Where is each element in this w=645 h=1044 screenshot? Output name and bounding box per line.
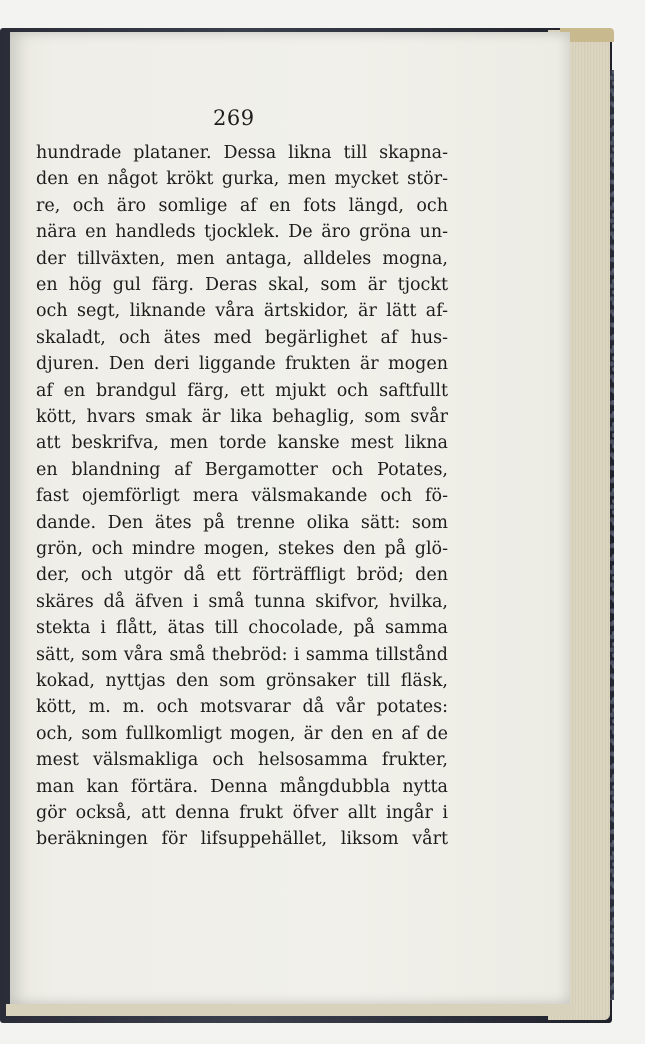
text-line: kött, m. m. och motsvarar då vår potates: bbox=[36, 697, 448, 718]
text-line: re, och äro somlige af en fots längd, och bbox=[36, 195, 448, 216]
text-line: kött, hvars smak är lika behaglig, som svår bbox=[36, 407, 448, 427]
text-line: dande. Den ätes på trenne olika sätt: som bbox=[36, 512, 448, 533]
text-line: en hög gul färg. Deras skal, som är tjockt bbox=[36, 275, 448, 295]
text-line: stekta i flått, ätas till chocolade, på samma bbox=[36, 618, 448, 639]
text-line: beräkningen för lifsuppehället, liksom vårt bbox=[36, 829, 448, 850]
page-bottom-edge bbox=[6, 1004, 576, 1016]
text-line: djuren. Den deri liggande frukten är mogen bbox=[36, 354, 448, 375]
text-line: kokad, nyttjas den som grönsaker till fläsk, bbox=[36, 671, 448, 691]
page-number: 269 bbox=[213, 106, 255, 130]
text-line: der, och utgör då ett förträffligt bröd; den bbox=[36, 565, 448, 586]
text-line: skäres då äfven i små tunna skifvor, hvilka, bbox=[36, 591, 448, 612]
text-line: grön, och mindre mogen, stekes den på glö- bbox=[36, 539, 448, 559]
text-line: hundrade plataner. Dessa likna till skapna- bbox=[36, 143, 448, 163]
text-line: och segt, liknande våra ärtskidor, är lätt af- bbox=[36, 301, 448, 322]
text-line: sätt, som våra små thebröd: i samma tillstånd bbox=[36, 644, 448, 665]
text-line: af en brandgul färg, ett mjukt och saftfullt bbox=[36, 380, 448, 401]
text-line: en blandning af Bergamotter och Potates, bbox=[36, 459, 448, 480]
text-line: der tillväxten, men antaga, alldeles mogna, bbox=[36, 248, 448, 269]
text-line: mest välsmakliga och helsosamma frukter, bbox=[36, 750, 448, 771]
text-line: att beskrifva, men torde kanske mest likna bbox=[36, 433, 448, 454]
text-line: man kan förtära. Denna mångdubbla nytta bbox=[36, 776, 448, 797]
text-line: nära en handleds tjocklek. De äro gröna un- bbox=[36, 222, 448, 243]
text-line: den en något krökt gurka, men mycket stör- bbox=[36, 169, 448, 190]
text-line: gör också, att denna frukt öfver allt ingår i bbox=[36, 803, 448, 823]
text-line: och, som fullkomligt mogen, är den en af de bbox=[36, 723, 448, 744]
text-line: fast ojemförligt mera välsmakande och fö- bbox=[36, 486, 448, 507]
text-line: skaladt, och ätes med begärlighet af hus- bbox=[36, 327, 448, 348]
